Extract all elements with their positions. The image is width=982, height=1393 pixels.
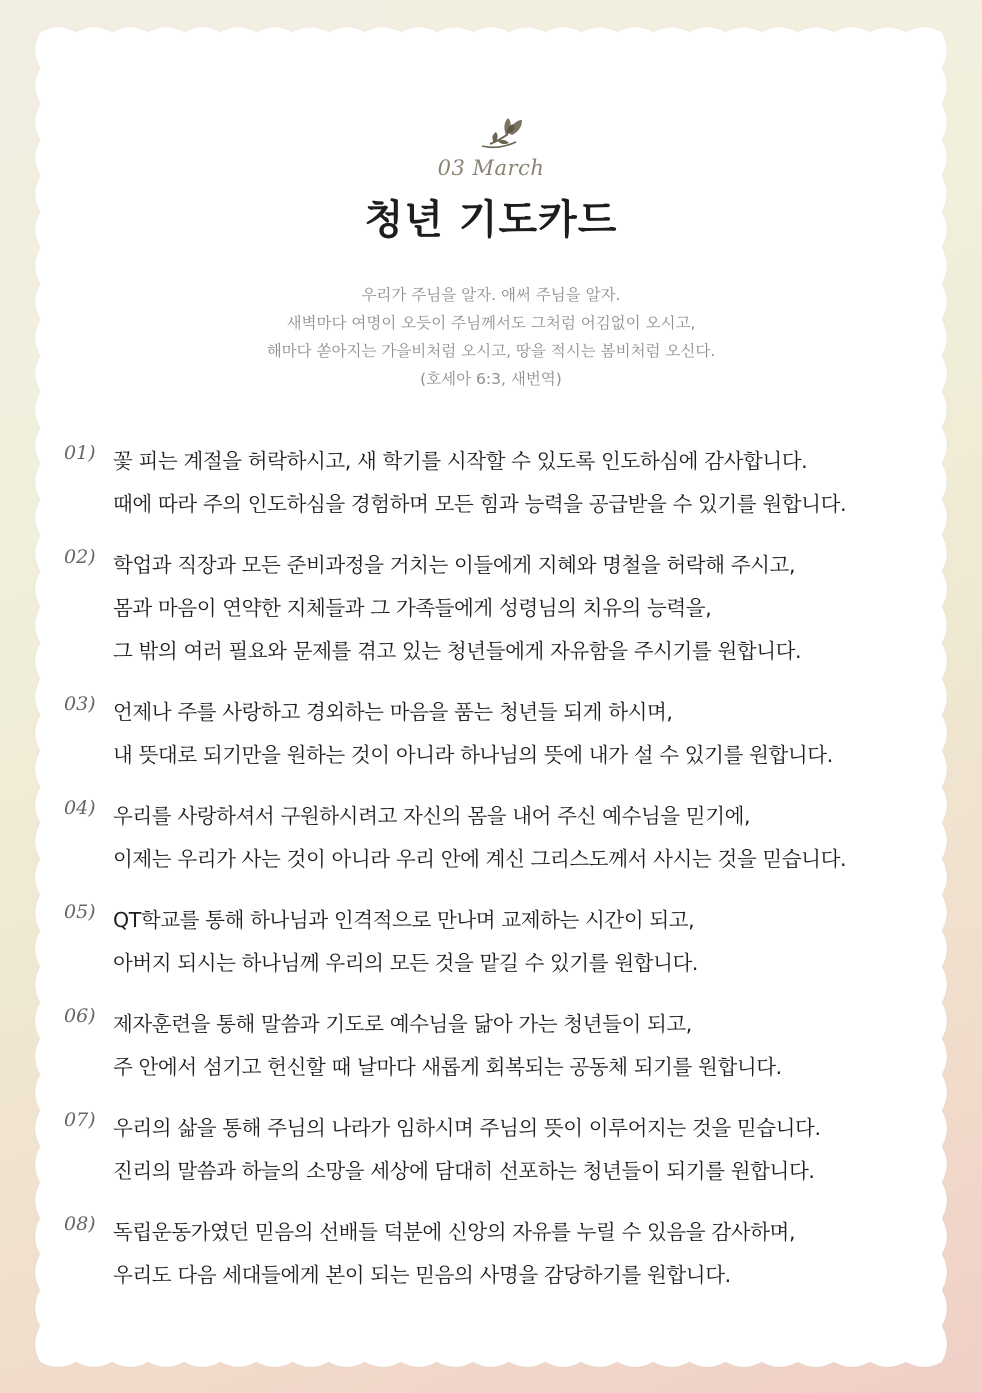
prayer-line: QT학교를 통해 하나님과 인격적으로 만나며 교제하는 시간이 되고, xyxy=(113,908,695,932)
prayer-line: 진리의 말씀과 하늘의 소망을 세상에 담대히 선포하는 청년들이 되기를 원합니다. xyxy=(113,1159,815,1183)
prayer-item xyxy=(64,1107,944,1193)
verse-line: 새벽마다 여명이 오듯이 주님께서도 그처럼 어김없이 오시고, xyxy=(286,314,696,332)
prayer-line: 아버지 되시는 하나님께 우리의 모든 것을 맡길 수 있기를 원합니다. xyxy=(113,951,699,975)
prayer-number: 02) xyxy=(64,546,96,568)
prayer-line: 몸과 마음이 연약한 지체들과 그 가족들에게 성령님의 치유의 능력을, xyxy=(113,596,712,620)
prayer-line: 그 밖의 여러 필요와 문제를 겪고 있는 청년들에게 자유함을 주시기를 원합니다. xyxy=(113,639,802,663)
verse-reference: (호세아 6:3, 새번역) xyxy=(420,370,562,388)
prayer-number: 07) xyxy=(64,1109,96,1131)
prayer-item xyxy=(64,544,944,673)
prayer-item xyxy=(64,1003,944,1089)
prayer-line: 우리를 사랑하셔서 구원하시려고 자신의 몸을 내어 주신 예수님을 믿기에, xyxy=(113,804,751,828)
prayer-line: 때에 따라 주의 인도하심을 경험하며 모든 힘과 능력을 공급받을 수 있기를 원합니다. xyxy=(113,492,847,516)
prayer-number: 03) xyxy=(64,693,96,715)
prayer-item xyxy=(64,691,944,777)
scripture-verse xyxy=(0,281,982,393)
prayer-line: 내 뜻대로 되기만을 원하는 것이 아니라 하나님의 뜻에 내가 설 수 있기를 원합니다. xyxy=(113,743,833,767)
prayer-line: 우리의 삶을 통해 주님의 나라가 임하시며 주님의 뜻이 이루어지는 것을 믿습니다. xyxy=(113,1116,821,1140)
prayer-item xyxy=(64,899,944,985)
verse-line: 해마다 쏟아지는 가을비처럼 오시고, 땅을 적시는 봄비처럼 오신다. xyxy=(266,342,716,360)
date-label: 03 March xyxy=(437,156,545,180)
prayer-item xyxy=(64,795,944,881)
prayer-number: 01) xyxy=(64,442,96,464)
prayer-line: 제자훈련을 통해 말씀과 기도로 예수님을 닮아 가는 청년들이 되고, xyxy=(113,1012,692,1036)
prayer-number: 05) xyxy=(64,901,96,923)
prayer-line: 언제나 주를 사랑하고 경외하는 마음을 품는 청년들 되게 하시며, xyxy=(113,700,673,724)
prayer-item xyxy=(64,1211,944,1297)
page-title: 청년 기도카드 xyxy=(364,197,618,243)
prayer-line: 독립운동가였던 믿음의 선배들 덕분에 신앙의 자유를 누릴 수 있음을 감사하며, xyxy=(113,1220,796,1244)
prayer-number: 06) xyxy=(64,1005,96,1027)
prayer-line: 우리도 다음 세대들에게 본이 되는 믿음의 사명을 감당하기를 원합니다. xyxy=(113,1263,731,1287)
prayer-number: 08) xyxy=(64,1213,96,1235)
prayer-line: 주 안에서 섬기고 헌신할 때 날마다 새롭게 회복되는 공동체 되기를 원합니다. xyxy=(113,1055,782,1079)
prayer-list xyxy=(64,440,944,1315)
prayer-line: 학업과 직장과 모든 준비과정을 거치는 이들에게 지혜와 명철을 허락해 주시고, xyxy=(113,553,796,577)
prayer-item xyxy=(64,440,944,526)
prayer-line: 이제는 우리가 사는 것이 아니라 우리 안에 계신 그리스도께서 사시는 것을 믿습니다. xyxy=(113,847,847,871)
verse-line: 우리가 주님을 알자. 애써 주님을 알자. xyxy=(361,286,621,304)
prayer-line: 꽃 피는 계절을 허락하시고, 새 학기를 시작할 수 있도록 인도하심에 감사합니다. xyxy=(113,449,808,473)
flower-icon xyxy=(476,110,532,154)
prayer-number: 04) xyxy=(64,797,96,819)
